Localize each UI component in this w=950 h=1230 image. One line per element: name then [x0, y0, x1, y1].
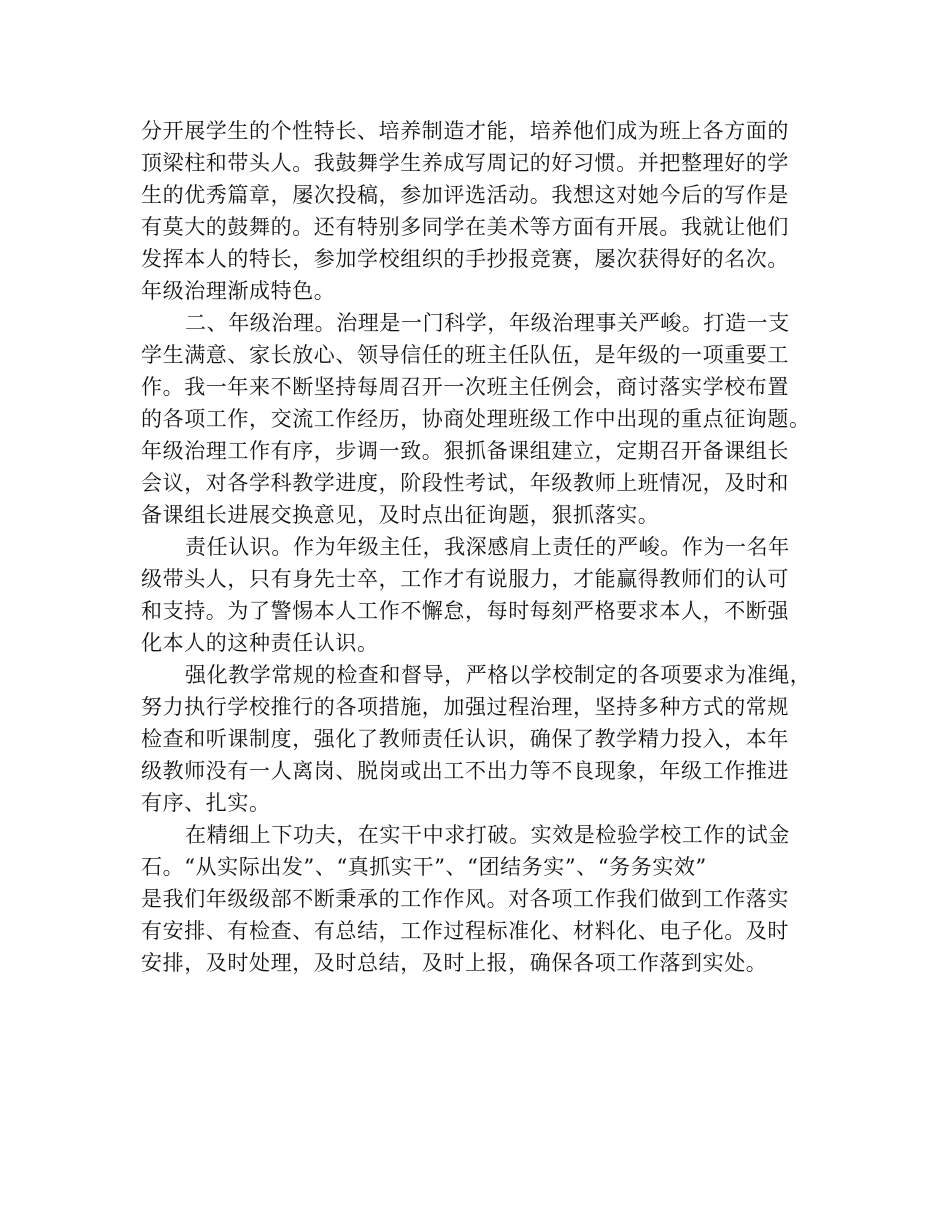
text-line: 会议，对各学科教学进度，阶段性考试，年级教师上班情况，及时和: [141, 471, 789, 495]
text-line: 顶梁柱和带头人。我鼓舞学生养成写周记的好习惯。并把整理好的学: [141, 151, 789, 175]
text-line: 化本人的这种责任认识。: [141, 631, 379, 655]
text-line: 年级治理渐成特色。: [141, 279, 336, 303]
paragraph-first-line: 在精细上下功夫，在实干中求打破。实效是检验学校工作的试金: [185, 823, 790, 847]
text-line: 安排，及时处理，及时总结，及时上报，确保各项工作落到实处。: [141, 951, 768, 975]
document-body: [141, 115, 831, 979]
text-line: 备课组长进展交换意见，及时点出征询题，狠抓落实。: [141, 503, 660, 527]
text-line: 发挥本人的特长，参加学校组织的手抄报竞赛，屡次获得好的名次。: [141, 247, 789, 271]
text-line: 的各项工作，交流工作经历，协商处理班级工作中出现的重点征询题。: [141, 407, 811, 431]
text-line: 级教师没有一人离岗、脱岗或出工不出力等不良现象，年级工作推进: [141, 759, 789, 783]
text-line: 分开展学生的个性特长、培养制造才能，培养他们成为班上各方面的: [141, 119, 789, 143]
paragraph-first-line: 强化教学常规的检查和督导，严格以学校制定的各项要求为准绳，: [185, 663, 812, 687]
paragraph-first-line: 责任认识。作为年级主任，我深感肩上责任的严峻。作为一名年: [185, 535, 790, 559]
text-line: 级带头人，只有身先士卒，工作才有说服力，才能赢得教师们的认可: [141, 567, 789, 591]
text-line: 是我们年级级部不断秉承的工作作风。对各项工作我们做到工作落实: [141, 887, 789, 911]
text-line: 有莫大的鼓舞的。还有特别多同学在美术等方面有开展。我就让他们: [141, 215, 789, 239]
text-line: 检查和听课制度，强化了教师责任认识，确保了教学精力投入，本年: [141, 727, 789, 751]
paragraph-first-line: 二、年级治理。治理是一门科学，年级治理事关严峻。打造一支: [185, 311, 790, 335]
text-line: 有安排、有检查、有总结，工作过程标准化、材料化、电子化。及时: [141, 919, 789, 943]
text-line: 石。“从实际出发”、“真抓实干”、“团结务实”、“务务实效”: [141, 855, 707, 879]
text-line: 有序、扎实。: [141, 791, 271, 815]
text-line: 学生满意、家长放心、领导信任的班主任队伍，是年级的一项重要工: [141, 343, 789, 367]
text-line: 年级治理工作有序，步调一致。狠抓备课组建立，定期召开备课组长: [141, 439, 789, 463]
text-line: 努力执行学校推行的各项措施，加强过程治理，坚持多种方式的常规: [141, 695, 789, 719]
text-line: 和支持。为了警惕本人工作不懈怠，每时每刻严格要求本人，不断强: [141, 599, 789, 623]
text-line: 作。我一年来不断坚持每周召开一次班主任例会，商讨落实学校布置: [141, 375, 789, 399]
text-line: 生的优秀篇章，屡次投稿，参加评选活动。我想这对她今后的写作是: [141, 183, 789, 207]
